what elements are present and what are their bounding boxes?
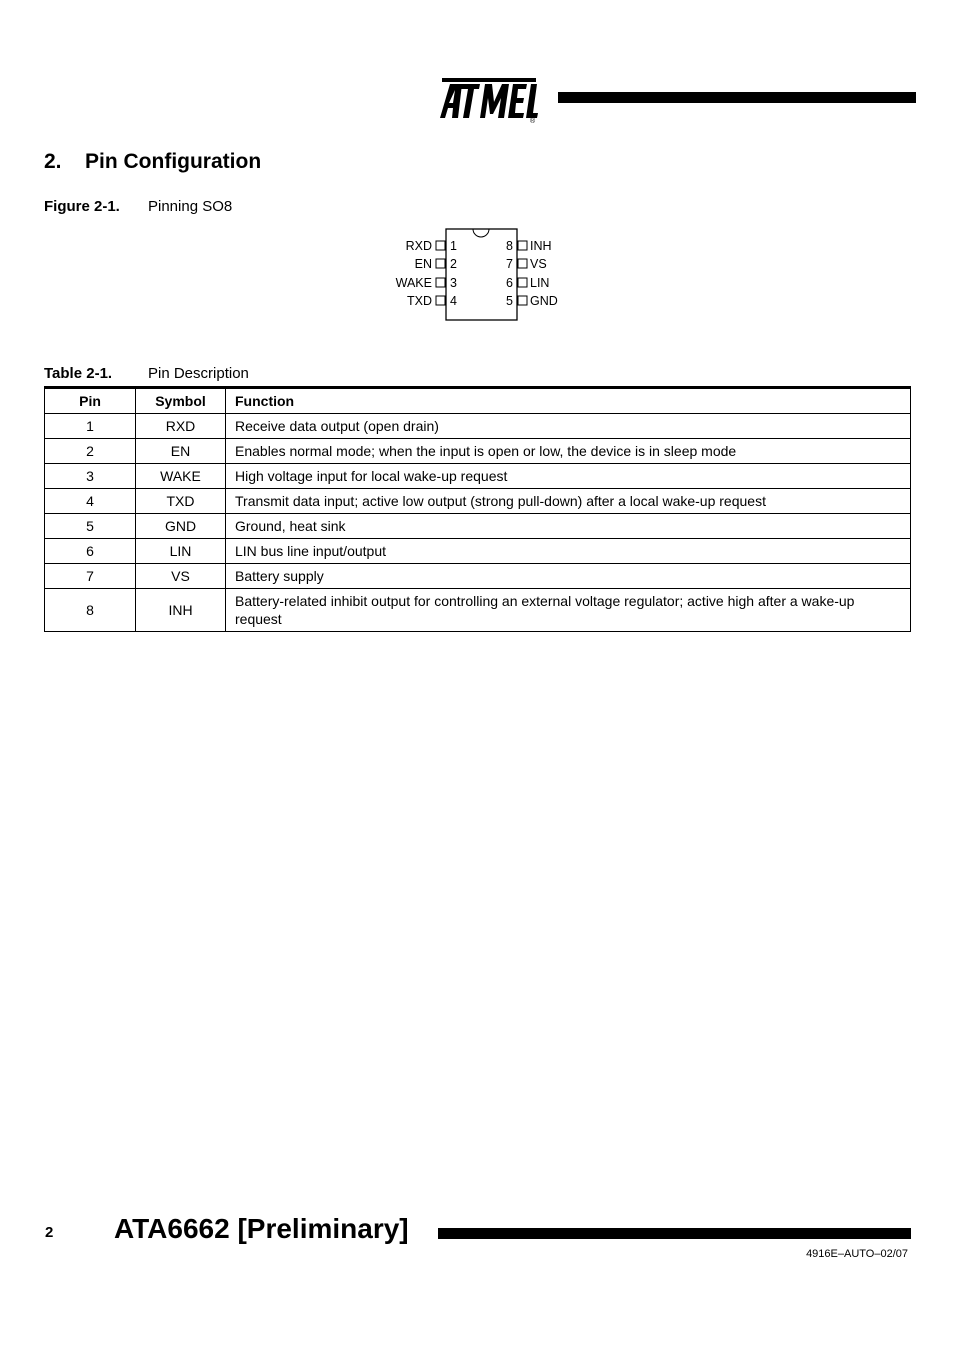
table-title: Pin Description bbox=[148, 365, 249, 382]
table-caption bbox=[44, 365, 249, 382]
left-pin-4 bbox=[407, 294, 457, 308]
atmel-logo bbox=[440, 74, 538, 124]
cell-pin: 7 bbox=[45, 564, 136, 589]
section-number: 2. bbox=[44, 150, 62, 173]
pin-number: 5 bbox=[506, 294, 513, 308]
table-label: Table 2-1. bbox=[44, 365, 113, 382]
cell-symbol: WAKE bbox=[136, 464, 226, 489]
cell-symbol: INH bbox=[136, 589, 226, 632]
pin-label: TXD bbox=[407, 294, 432, 308]
table-row bbox=[45, 414, 911, 439]
cell-pin: 5 bbox=[45, 514, 136, 539]
cell-pin: 6 bbox=[45, 539, 136, 564]
header-bar bbox=[558, 92, 916, 103]
right-pin-5 bbox=[506, 294, 558, 308]
pin-pad bbox=[518, 278, 527, 287]
cell-symbol: GND bbox=[136, 514, 226, 539]
right-pin-6 bbox=[506, 276, 549, 290]
registered-mark: ® bbox=[530, 118, 536, 124]
cell-symbol: VS bbox=[136, 564, 226, 589]
cell-symbol: LIN bbox=[136, 539, 226, 564]
pin-label: RXD bbox=[405, 239, 432, 253]
left-pin-3 bbox=[396, 276, 457, 290]
figure-caption bbox=[44, 198, 232, 215]
pin1-notch bbox=[473, 229, 489, 237]
section-heading bbox=[44, 150, 261, 174]
table-row bbox=[45, 489, 911, 514]
cell-function: High voltage input for local wake-up request bbox=[226, 464, 911, 489]
pin-number: 2 bbox=[450, 257, 457, 271]
pin-label: INH bbox=[530, 239, 552, 253]
pin-pad bbox=[518, 259, 527, 268]
footer-bar bbox=[438, 1228, 911, 1239]
document-title: ATA6662 [Preliminary] bbox=[114, 1213, 409, 1244]
table-row bbox=[45, 514, 911, 539]
cell-function: Battery-related inhibit output for controlling an external voltage regulator; active high after a wake-up request bbox=[226, 589, 911, 632]
left-pin-2 bbox=[415, 257, 457, 271]
pin-number: 8 bbox=[506, 239, 513, 253]
pin-number: 1 bbox=[450, 239, 457, 253]
pin-label: EN bbox=[414, 257, 432, 271]
pin-pad bbox=[436, 259, 445, 268]
cell-function: Ground, heat sink bbox=[226, 514, 911, 539]
section-title: Pin Configuration bbox=[85, 150, 262, 173]
cell-symbol: RXD bbox=[136, 414, 226, 439]
right-pin-7 bbox=[506, 257, 547, 271]
pin-pad bbox=[518, 296, 527, 305]
pin-description-table bbox=[44, 386, 911, 632]
so8-pinout-diagram bbox=[380, 226, 580, 326]
header-pin: Pin bbox=[45, 389, 136, 414]
cell-function: Receive data output (open drain) bbox=[226, 414, 911, 439]
cell-pin: 3 bbox=[45, 464, 136, 489]
page-number: 2 bbox=[45, 1224, 54, 1241]
document-code: 4916E–AUTO–02/07 bbox=[806, 1248, 908, 1260]
pin-pad bbox=[518, 241, 527, 250]
pin-number: 6 bbox=[506, 276, 513, 290]
pin-pad bbox=[436, 241, 445, 250]
cell-function: LIN bus line input/output bbox=[226, 539, 911, 564]
header-function: Function bbox=[226, 389, 911, 414]
table-row bbox=[45, 589, 911, 632]
pin-number: 3 bbox=[450, 276, 457, 290]
pin-pad bbox=[436, 296, 445, 305]
pin-label: WAKE bbox=[395, 276, 432, 290]
header-symbol: Symbol bbox=[136, 389, 226, 414]
pin-label: LIN bbox=[530, 276, 550, 290]
left-pin-1 bbox=[406, 239, 457, 253]
pin-number: 7 bbox=[506, 257, 513, 271]
cell-function: Battery supply bbox=[226, 564, 911, 589]
cell-function: Enables normal mode; when the input is open or low, the device is in sleep mode bbox=[226, 439, 911, 464]
table-row bbox=[45, 539, 911, 564]
pin-number: 4 bbox=[450, 294, 457, 308]
figure-title: Pinning SO8 bbox=[148, 198, 233, 215]
pin-pad bbox=[436, 278, 445, 287]
cell-pin: 2 bbox=[45, 439, 136, 464]
cell-symbol: EN bbox=[136, 439, 226, 464]
table-row bbox=[45, 564, 911, 589]
pin-label: GND bbox=[530, 294, 558, 308]
cell-symbol: TXD bbox=[136, 489, 226, 514]
cell-function: Transmit data input; active low output (strong pull-down) after a local wake-up request bbox=[226, 489, 911, 514]
table-row bbox=[45, 464, 911, 489]
table-header-row bbox=[45, 389, 911, 414]
figure-label: Figure 2-1. bbox=[44, 198, 120, 215]
right-pin-8 bbox=[506, 239, 551, 253]
cell-pin: 4 bbox=[45, 489, 136, 514]
cell-pin: 8 bbox=[45, 589, 136, 632]
table-row bbox=[45, 439, 911, 464]
cell-pin: 1 bbox=[45, 414, 136, 439]
pin-label: VS bbox=[530, 257, 547, 271]
